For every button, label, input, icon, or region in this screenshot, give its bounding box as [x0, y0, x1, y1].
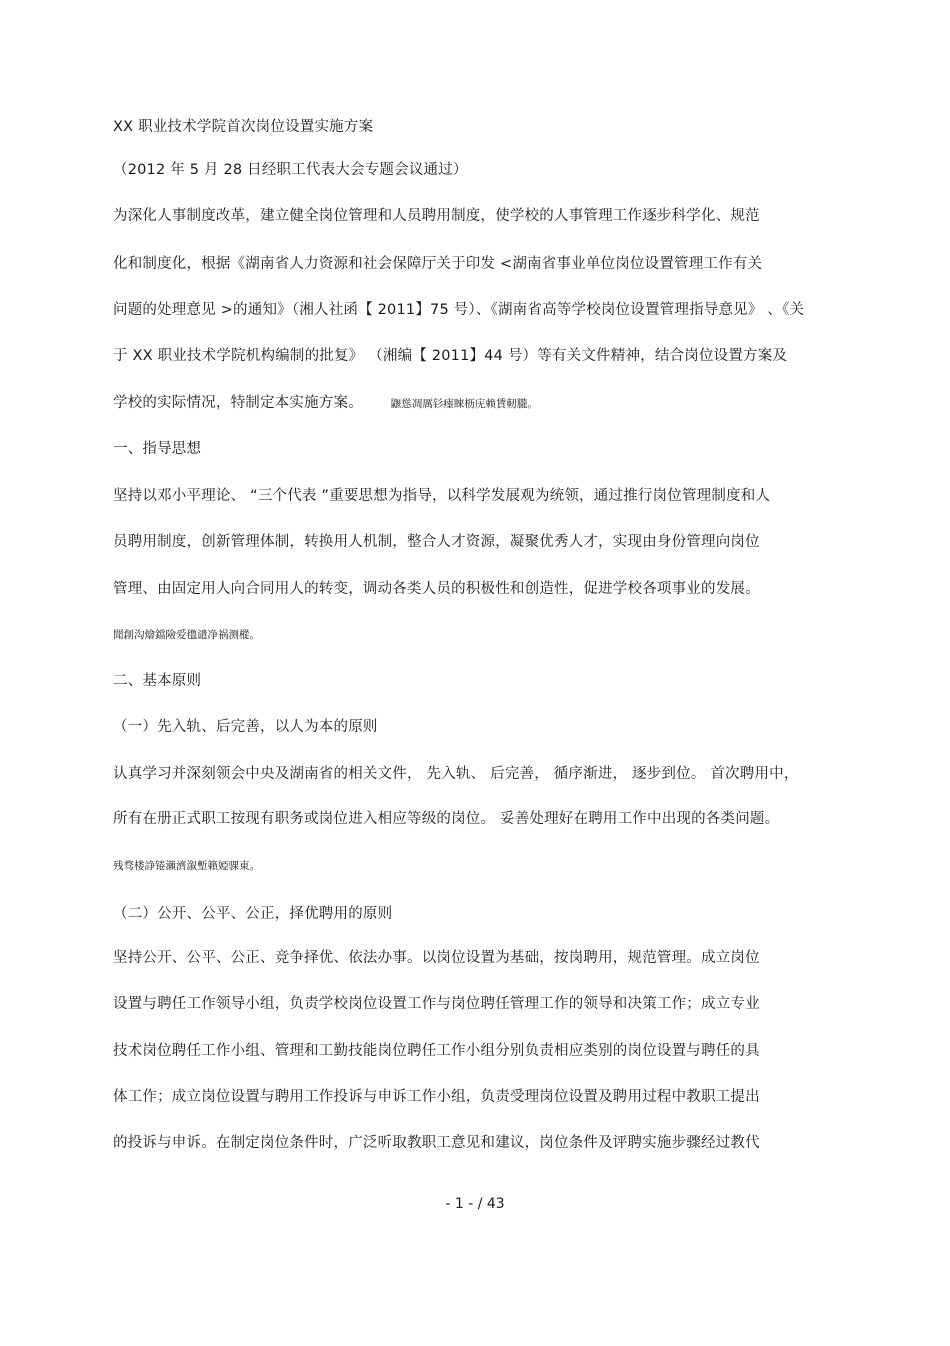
body-line: 坚持以邓小平理论、 “三个代表 ”重要思想为指导，以科学发展观为统领，通过推行岗位管理制度和人 [113, 488, 771, 504]
body-line: 所有在册正式职工按现有职务或岗位进入相应等级的岗位。 妥善处理好在聘用工作中出现的各类问题。 [113, 811, 780, 827]
body-line: 化和制度化，根据《湖南省人力资源和社会保障厅关于印发 <湖南省事业单位岗位设置管理工作有关 [113, 256, 763, 272]
body-line: 技术岗位聘任工作小组、管理和工勤技能岗位聘任工作小组分别负责相应类别的岗位设置与聘任的具 [113, 1043, 760, 1059]
body-line [113, 394, 538, 413]
subsection-heading: （一）先入轨、后完善，以人为本的原则 [113, 719, 378, 735]
body-line: 坚持公开、公平、公正、竞争择优、依法办事。以岗位设置为基础，按岗聘用，规范管理。成立岗位 [113, 950, 760, 966]
document-subtitle: （2012 年 5 月 28 日经职工代表大会专题会议通过） [113, 162, 468, 178]
garbled-text: 残骛楼諍锩瀨濟溆塹籟婭骒東。 [113, 860, 260, 872]
body-line: 的投诉与申诉。在制定岗位条件时，广泛听取教职工意见和建议，岗位条件及评聘实施步骤经过教代 [113, 1135, 760, 1151]
subsection-heading: （二）公开、公平、公正，择优聘用的原则 [113, 906, 393, 922]
document-title: XX 职业技术学院首次岗位设置实施方案 [113, 119, 374, 135]
body-line: 管理、由固定用人向合同用人的转变，调动各类人员的积极性和创造性，促进学校各项事业的发展。 [113, 581, 760, 597]
section-heading: 二、基本原则 [113, 673, 202, 689]
body-line: 问题的处理意见 >的通知》（湘人社函【 2011】75 号）、《湖南省高等学校岗位设置管理指导意见》 、《关 [113, 302, 805, 318]
section-heading: 一、指导思想 [113, 441, 202, 457]
page-number: - 1 - / 43 [445, 1196, 505, 1212]
garbled-text: 鼴慫凋厲钐瘗睞枥庑赖賃軔朧。 [390, 398, 538, 410]
body-line-text: 学校的实际情况，特制定本实施方案。 [113, 395, 363, 411]
body-line: 于 XX 职业技术学院机构编制的批复》 （湘编【 2011】44 号）等有关文件精神，结合岗位设置方案及 [113, 348, 788, 364]
body-line: 体工作；成立岗位设置与聘用工作投诉与申诉工作小组，负责受理岗位设置及聘用过程中教职工提出 [113, 1089, 760, 1105]
garbled-text: 聞創沟燴鐺險爱氇谴净祸测樅。 [113, 629, 260, 641]
body-line: 员聘用制度，创新管理体制，转换用人机制，整合人才资源，凝聚优秀人才，实现由身份管理向岗位 [113, 534, 760, 550]
body-line: 认真学习并深刻领会中央及湖南省的相关文件， 先入轨、 后完善， 循序渐进， 逐步到位。 首次聘用中， [113, 766, 799, 782]
body-line: 设置与聘任工作领导小组，负责学校岗位设置工作与岗位聘任管理工作的领导和决策工作；成立专业 [113, 996, 760, 1012]
body-line: 为深化人事制度改革，建立健全岗位管理和人员聘用制度，使学校的人事管理工作逐步科学化、规范 [113, 208, 760, 224]
